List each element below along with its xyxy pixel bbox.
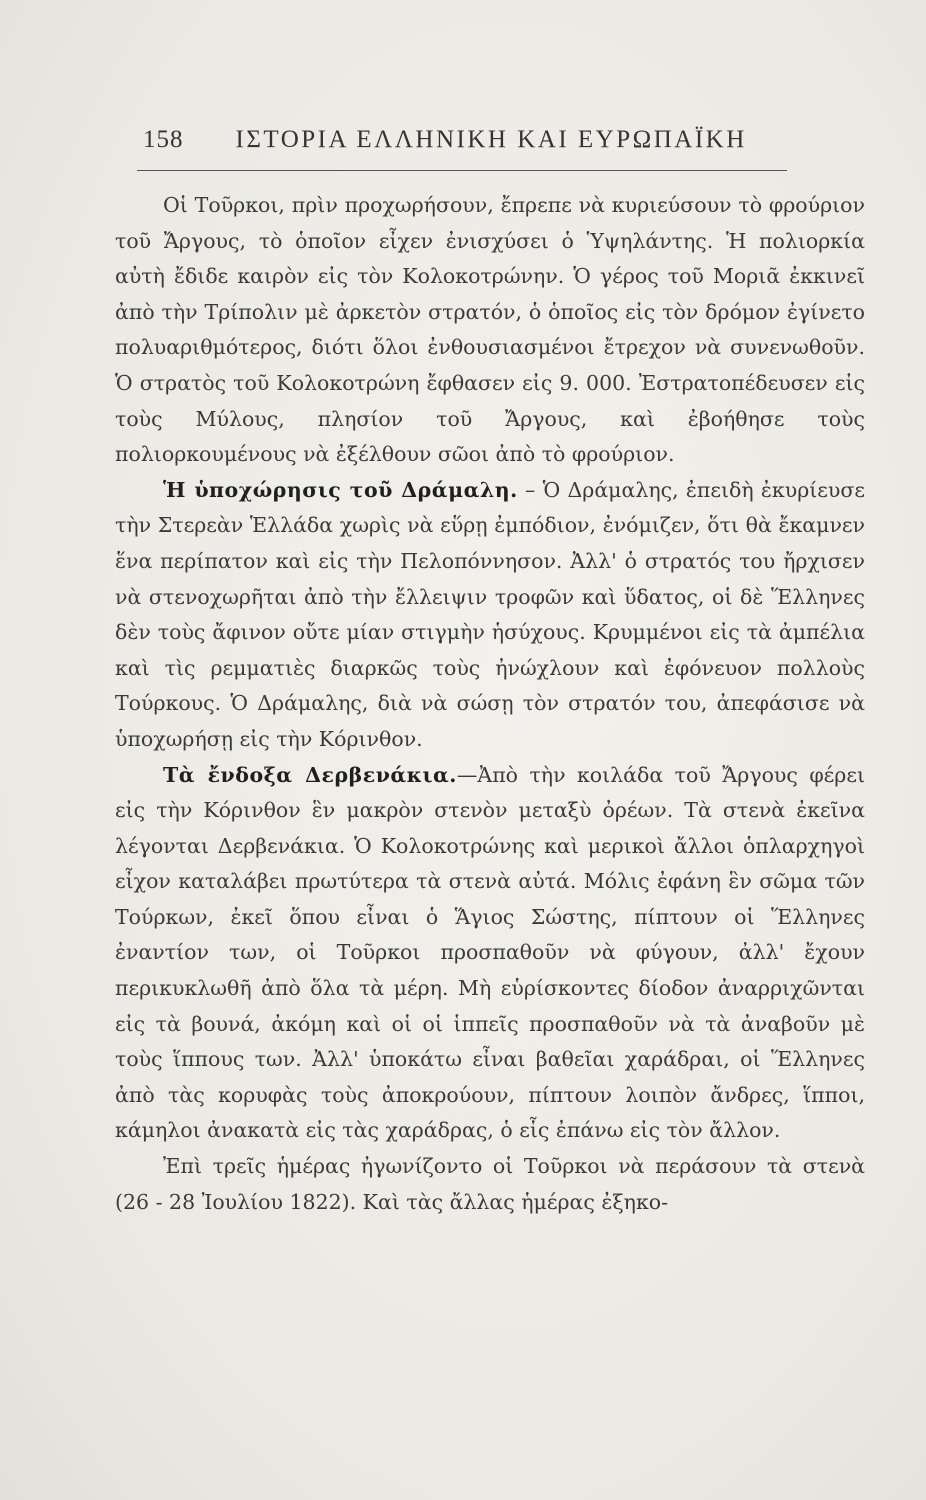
page-number: 158: [143, 126, 184, 153]
paragraph-text: Οἱ Τοῦρκοι, πρὶν προχωρήσουν, ἔπρεπε νὰ κυριεύσουν τὸ φρούριον τοῦ Ἄργους, τὸ ὁποῖον εἶχεν ἐνισχύσει ὁ Ὑψηλάντης. Ἡ πολιορκία αὐτὴ ἔδιδε καιρὸν εἰς τὸν Κολοκοτρώνην. Ὁ γέρος τοῦ Μοριᾶ ἐκκινεῖ ἀπὸ τὴν Τρίπολιν μὲ ἀρκετὸν στρατόν, ὁ ὁποῖος εἰς τὸν δρόμον ἐγίνετο πολυαριθμότερος, διότι ὅλοι ἐνθουσιασμένοι ἔτρεχον νὰ συνενωθοῦν. Ὁ στρατὸς τοῦ Κολοκοτρώνη ἔφθασεν εἰς 9. 000. Ἐστρατοπέδευσεν εἰς τοὺς Μύλους, πλησίον τοῦ Ἄργους, καὶ ἐβοήθησε τοὺς πολιορκουμένους νὰ ἐξέλθουν σῶοι ἀπὸ τὸ φρούριον.: [115, 193, 865, 467]
section-heading-dervenakia: Τὰ ἔνδοξα Δερβενάκια.: [163, 762, 457, 787]
paragraph-1: [115, 188, 865, 473]
paragraph-4: [115, 1149, 865, 1220]
running-title: ΙΣΤΟΡΙΑ ΕΛΛΗΝΙΚΗ ΚΑΙ ΕΥΡΩΠΑΪΚΗ: [235, 126, 747, 153]
paragraph-3: [115, 758, 865, 1150]
paragraph-text: Ἐπὶ τρεῖς ἡμέρας ἠγωνίζοντο οἱ Τοῦρκοι νὰ περάσουν τὰ στενὰ (26 - 28 Ἰουλίου 1822). Καὶ τὰς ἄλλας ἡμέρας ἐξηκο-: [115, 1154, 865, 1214]
section-heading-dramalis-retreat: Ἡ ὑποχώρησις τοῦ Δράμαλη.: [163, 477, 518, 502]
paragraph-text: —Ἀπὸ τὴν κοιλάδα τοῦ Ἄργους φέρει εἰς τὴν Κόρινθον ἓν μακρὸν στενὸν μεταξὺ ὀρέων. Τὰ στενὰ ἐκεῖνα λέγονται Δερβενάκια. Ὁ Κολοκοτρώνης καὶ μερικοὶ ἄλλοι ὁπλαρχηγοὶ εἶχον καταλάβει πρωτύτερα τὰ στενὰ αὐτά. Μόλις ἐφάνη ἓν σῶμα τῶν Τούρκων, ἐκεῖ ὅπου εἶναι ὁ Ἅγιος Σώστης, πίπτουν οἱ Ἕλληνες ἐναντίον των, οἱ Τοῦρκοι προσπαθοῦν νὰ φύγουν, ἀλλ' ἔχουν περικυκλωθῆ ἀπὸ ὅλα τὰ μέρη. Μὴ εὑρίσκοντες δίοδον ἀναρριχῶνται εἰς τὰ βουνά, ἀκόμη καὶ οἱ οἱ ἱππεῖς προσπαθοῦν νὰ τὰ ἀναβοῦν μὲ τοὺς ἵππους των. Ἀλλ' ὑποκάτω εἶναι βαθεῖαι χαράδραι, οἱ Ἕλληνες ἀπὸ τὰς κορυφὰς τοὺς ἀποκρούουν, πίπτουν λοιπὸν ἄνδρες, ἵπποι, κάμηλοι ἀνακατὰ εἰς τὰς χαράδρας, ὁ εἷς ἐπάνω εἰς τὸν ἄλλον.: [115, 762, 865, 1143]
paragraph-text: – Ὁ Δράμαλης, ἐπειδὴ ἐκυρίευσε τὴν Στερεὰν Ἑλλάδα χωρὶς νὰ εὕρῃ ἐμπόδιον, ἐνόμιζεν, ὅτι θὰ ἔκαμνεν ἕνα περίπατον καὶ εἰς τὴν Πελοπόννησον. Ἀλλ' ὁ στρατός του ἤρχισεν νὰ στενοχωρῆται ἀπὸ τὴν ἔλλειψιν τροφῶν καὶ ὕδατος, οἱ δὲ Ἕλληνες δὲν τοὺς ἄφινον οὔτε μίαν στιγμὴν ἡσύχους. Κρυμμένοι εἰς τὰ ἀμπέλια καὶ τὶς ρεμματιὲς διαρκῶς τοὺς ἠνώχλουν καὶ ἐφόνευον πολλοὺς Τούρκους. Ὁ Δράμαλης, διὰ νὰ σώσῃ τὸν στρατόν του, ἀπεφάσισε νὰ ὑποχωρήσῃ εἰς τὴν Κόρινθον.: [115, 477, 865, 751]
page-header: [143, 126, 783, 154]
header-rule: [137, 170, 787, 171]
page-body: [115, 188, 865, 1220]
paragraph-2: [115, 473, 865, 758]
